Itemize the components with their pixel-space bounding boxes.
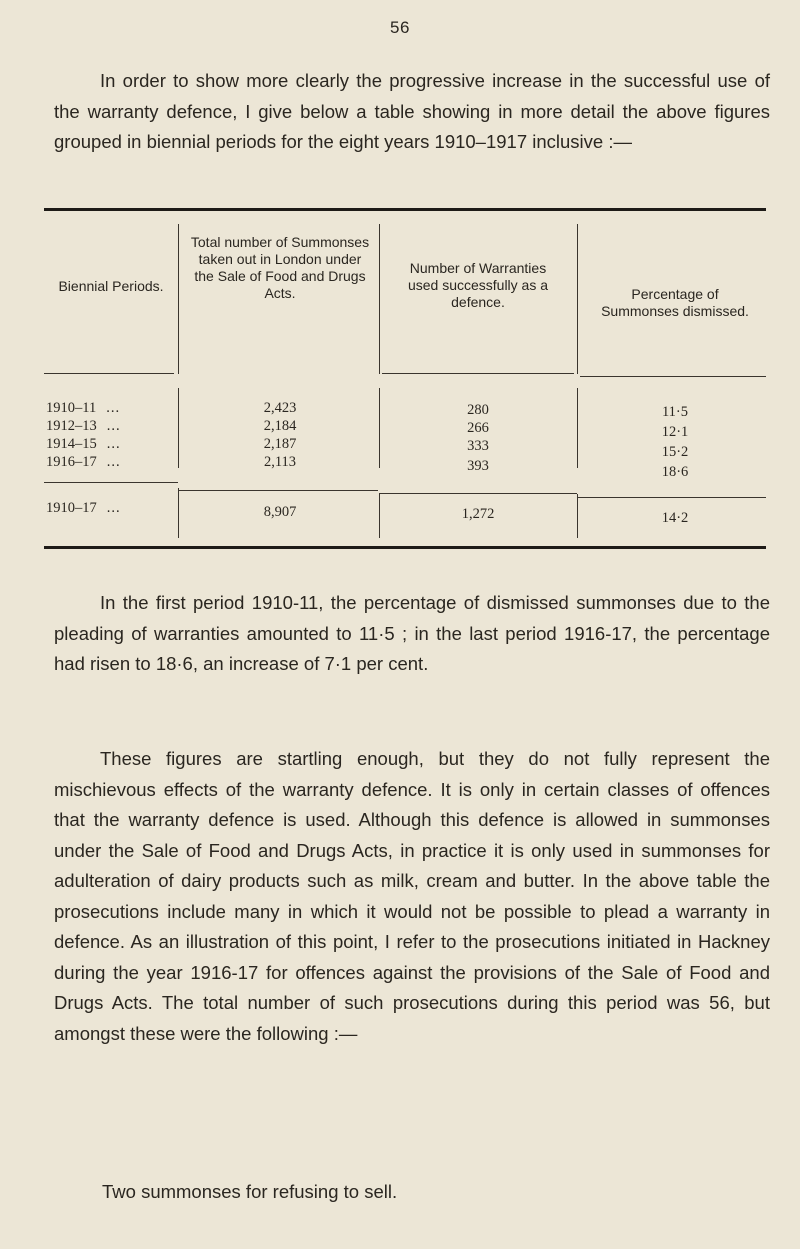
total-row xyxy=(46,500,121,517)
col-divider xyxy=(178,224,179,374)
table-row xyxy=(46,400,120,417)
header-percentage-dismissed: Percentage of Summonses dismissed. xyxy=(601,286,749,319)
table-top-rule xyxy=(44,208,766,211)
period-cell: 1910–11 xyxy=(46,400,97,416)
warranties-cell: 393 xyxy=(467,458,489,474)
body-paragraph: Two summonses for refusing to sell. xyxy=(102,1181,398,1202)
period-cell: 1916–17 xyxy=(46,454,97,470)
col-divider xyxy=(379,224,380,374)
percentage-cell: 18·6 xyxy=(661,464,689,480)
col-divider xyxy=(577,388,578,468)
header-total-summonses: Total number of Summonses taken out in London under the Sale of Food and Drugs Acts. xyxy=(190,234,370,301)
leader-dots: ... xyxy=(106,436,121,452)
col-divider xyxy=(379,388,380,468)
total-percentage-cell: 14·2 xyxy=(661,510,689,526)
summonses-cell: 2,184 xyxy=(263,418,297,434)
warranties-cell: 266 xyxy=(467,420,489,436)
col-divider xyxy=(178,388,179,468)
col-divider xyxy=(178,488,179,538)
warranties-cell: 333 xyxy=(467,438,489,454)
col-divider xyxy=(577,224,578,374)
header-rule xyxy=(580,376,766,377)
col-divider xyxy=(577,494,578,538)
intro-paragraph: In order to show more clearly the progressive increase in the successful use of the warranty defence, I give below a table showing in more detail the above figures grouped in biennial periods for the eight years 1910–1917 inclusive :— xyxy=(54,70,770,152)
total-summonses-cell: 8,907 xyxy=(263,504,297,520)
header-warranties-used: Number of Warranties used successfully as a defence. xyxy=(407,260,549,310)
leader-dots: ... xyxy=(106,418,121,434)
leader-dots: ... xyxy=(106,454,121,470)
total-rule xyxy=(44,482,178,483)
header-rule xyxy=(44,373,174,374)
body-paragraph: In the first period 1910-11, the percentage of dismissed summonses due to the pleading of warranties amounted to 11·5 ; in the last period 1916-17, the percentage had risen to 18·6, an increase of 7·1 per cent. xyxy=(54,592,770,674)
percentage-cell: 11·5 xyxy=(661,404,689,420)
col-divider xyxy=(379,494,380,538)
warranties-cell: 280 xyxy=(467,402,489,418)
leader-dots: ... xyxy=(106,400,121,416)
summonses-cell: 2,187 xyxy=(263,436,297,452)
table-row xyxy=(46,436,121,453)
percentage-cell: 15·2 xyxy=(661,444,689,460)
percentage-cell: 12·1 xyxy=(661,424,689,440)
table-row xyxy=(46,454,121,471)
body-paragraph: These figures are startling enough, but they do not fully represent the mischievous effects of the warranty defence. It is only in certain classes of offences that the warranty defence is used. Although this defence is allowed in summonses under the Sale of Food and Drugs Acts, in practice it is only used in summonses for adulteration of dairy products such as milk, cream and butter. In the above table the prosecutions include many in which it would not be possible to plead a warranty in defence. As an illustration of this point, I refer to the prosecutions initiated in Hackney during the year 1916-17 for offences against the provisions of the Sale of Food and Drugs Acts. The total number of such prosecutions during this period was 56, but amongst these were the following :— xyxy=(54,748,770,1044)
summonses-table xyxy=(44,208,766,552)
leader-dots: ... xyxy=(106,500,121,516)
summonses-cell: 2,113 xyxy=(263,454,297,470)
summonses-cell: 2,423 xyxy=(263,400,297,416)
total-rule xyxy=(577,497,766,498)
total-rule xyxy=(379,493,577,494)
period-cell: 1912–13 xyxy=(46,418,97,434)
total-period-cell: 1910–17 xyxy=(46,500,97,516)
total-rule xyxy=(178,490,378,491)
page-number: 56 xyxy=(390,18,410,37)
table-bottom-rule xyxy=(44,546,766,549)
header-rule xyxy=(382,373,574,374)
header-biennial-periods: Biennial Periods. xyxy=(58,278,164,294)
table-row xyxy=(46,418,121,435)
total-warranties-cell: 1,272 xyxy=(461,506,495,522)
period-cell: 1914–15 xyxy=(46,436,97,452)
